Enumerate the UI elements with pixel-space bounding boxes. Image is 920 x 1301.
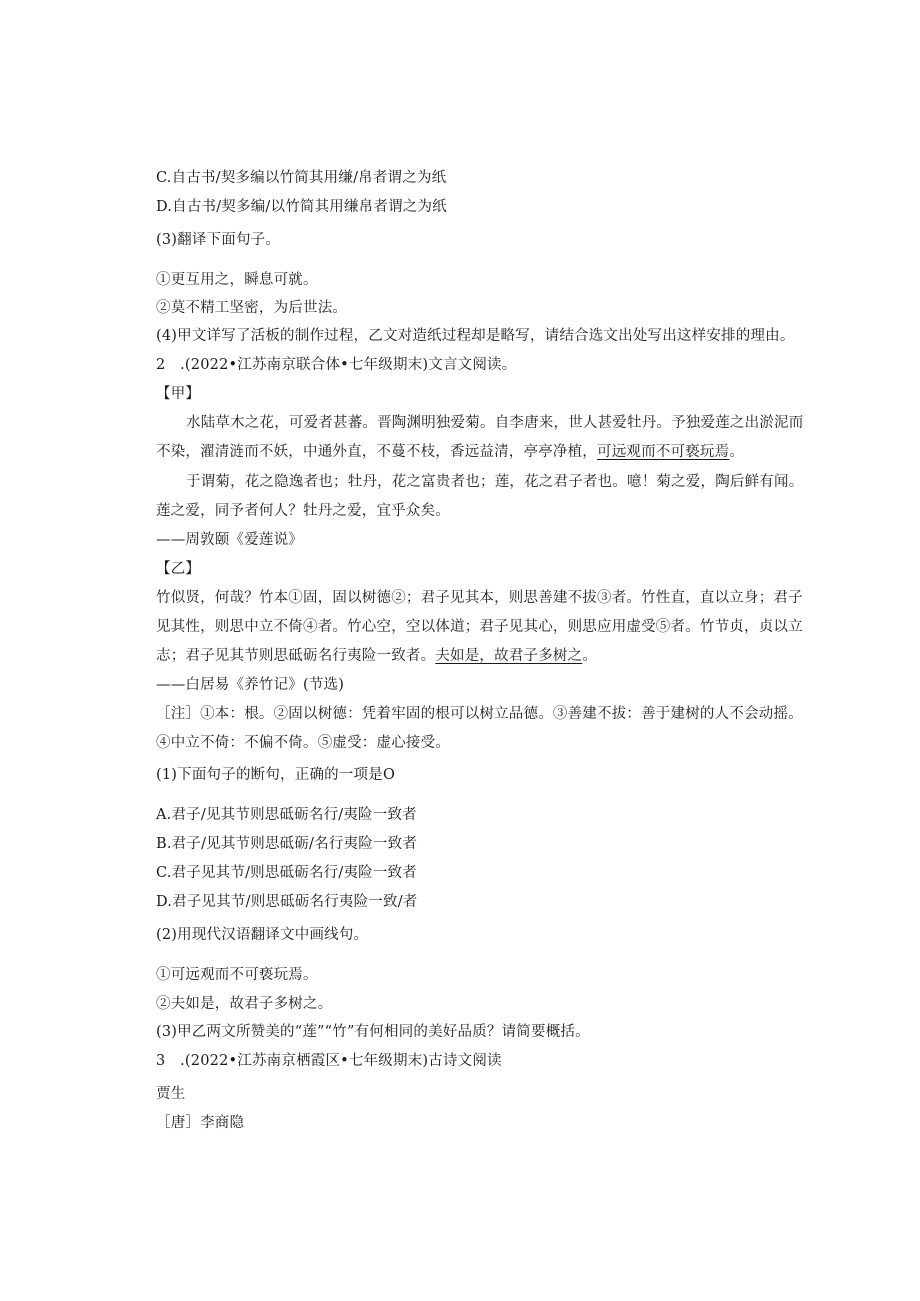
q2-sub1-option-c: C.君子见其节/则思砥砺名行/夷险一致者 [156, 865, 417, 881]
q2-sub1-option-b: B.君子/见其节则思砥砺/名行夷险一致者 [156, 836, 418, 852]
q1-option-d: D.自古书/契多编/以竹简其用缣帛者谓之为纸 [156, 199, 447, 215]
q2-sub3-prompt: (3)甲乙两文所赞美的“莲”“竹”有何相同的美好品质？请简要概括。 [156, 1024, 590, 1040]
q3-poem-title: 贾生 [156, 1086, 186, 1102]
q2-jia-para2-line1: 于谓菊，花之隐逸者也；牡丹，花之富贵者也；莲，花之君子者也。噫！菊之爱，陶后鲜有闻。 [186, 474, 804, 490]
q1-option-c: C.自古书/契多编以竹简其用缣/帛者谓之为纸 [156, 170, 447, 186]
q2-jia-underlined-sentence: 可远观而不可亵玩焉 [597, 444, 730, 460]
q1-sub3-sentence-2: ②莫不精工坚密，为后世法。 [156, 300, 348, 316]
q1-sub3-sentence-1: ①更互用之，瞬息可就。 [156, 272, 318, 288]
q2-jia-para1-line2 [156, 442, 744, 462]
q2-sub2-sentence-2: ②夫如是，故君子多树之。 [156, 996, 333, 1012]
q2-yi-line3-text: 志；君子见其节则思砥砺名行夷险一致者。 [156, 648, 436, 664]
q1-sub4-prompt: (4)甲文详写了活板的制作过程，乙文对造纸过程却是略写，请结合选文出处写出这样安排的理由。 [156, 328, 795, 344]
q2-jia-source: ——周敦颐《爱莲说》 [156, 532, 303, 548]
q2-yi-line2: 见其性，则思中立不倚④者。竹心空，空以体道；君子见其心，则思应用虚受⑤者。竹节贞，贞以立 [156, 619, 803, 635]
q2-note-line1: ［注］①本：根。②固以树德：凭着牢固的根可以树立品德。③善建不拔：善于建树的人不会动摇。 [156, 706, 803, 722]
q2-sub1-prompt: (1)下面句子的断句，正确的一项是O [156, 767, 396, 783]
q2-jia-para1-line2-end: 。 [729, 444, 745, 460]
q2-jia-para2-line2: 莲之爱，同予者何人？牡丹之爱，宜乎众矣。 [156, 503, 450, 519]
q2-jia-para1-line1: 水陆草木之花，可爱者甚蕃。晋陶渊明独爱菊。自李唐来，世人甚爱牡丹。予独爱莲之出淤泥而 [186, 415, 804, 431]
q2-yi-underlined-sentence: 夫如是，故君子多树之 [435, 648, 583, 664]
q2-yi-line1: 竹似贤，何哉？竹本①固，固以树德②；君子见其本，则思善建不拔③者。竹性直，直以立身；君子 [156, 590, 803, 606]
q2-jia-para1-line2-text: 不染，濯清涟而不妖，中通外直，不蔓不枝，香远益清，亭亭净植， [156, 444, 597, 460]
q2-sub2-prompt: (2)用现代汉语翻译文中画线句。 [156, 927, 369, 943]
q1-sub3-prompt: (3)翻译下面句子。 [156, 232, 281, 248]
q2-header: 2 .(2022•江苏南京联合体•七年级期末)文言文阅读。 [156, 357, 517, 373]
q2-sub2-sentence-1: ①可远观而不可亵玩焉。 [156, 967, 318, 983]
q2-note-line2: ④中立不倚：不偏不倚。⑤虚受：虚心接受。 [156, 735, 450, 751]
q2-sub1-option-d: D.君子见其节/则思砥砺名行夷险一致/者 [156, 894, 418, 910]
q2-sub1-option-a: A.君子/见其节则思砥砺名行/夷险一致者 [156, 807, 417, 823]
q3-poem-author: ［唐］李商隐 [156, 1115, 245, 1131]
q2-yi-line3-end: 。 [582, 648, 598, 664]
q2-jia-label: 【甲】 [156, 386, 201, 402]
q2-yi-label: 【乙】 [156, 561, 201, 577]
q3-header: 3 .(2022•江苏南京栖霞区•七年级期末)古诗文阅读 [156, 1053, 502, 1069]
q2-yi-source: ——白居易《养竹记》(节选) [156, 677, 345, 693]
q2-yi-line3 [156, 646, 597, 666]
